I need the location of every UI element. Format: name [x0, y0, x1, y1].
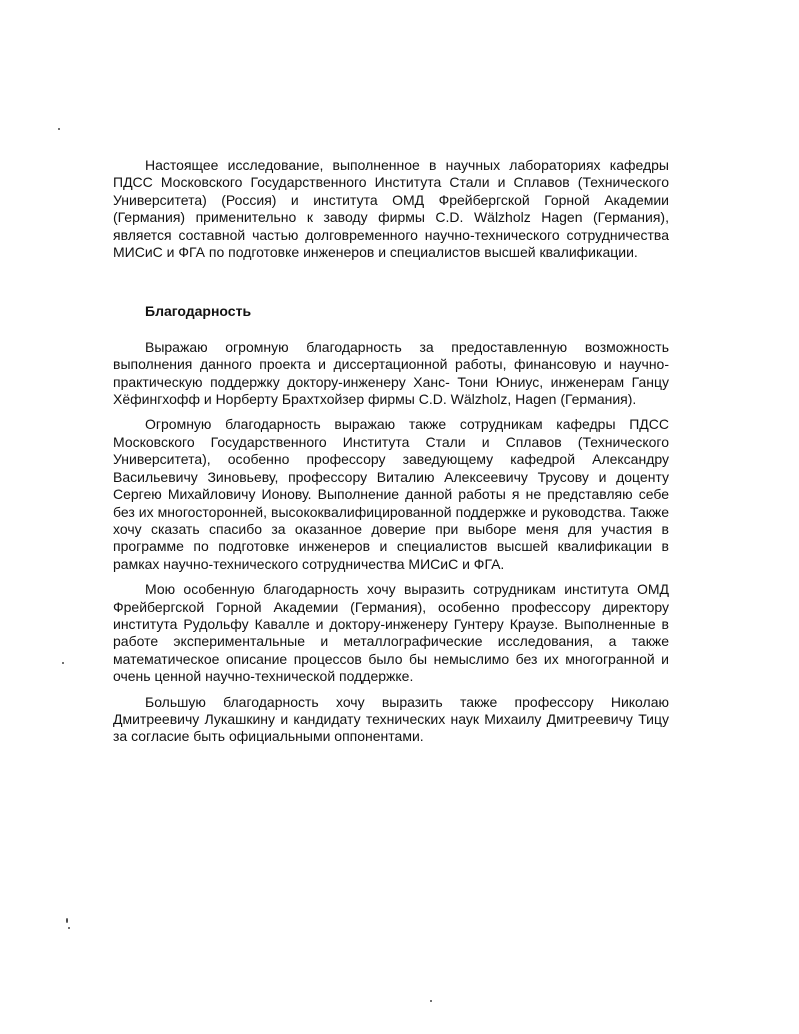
intro-paragraph: Настоящее исследование, выполненное в научных лабораториях кафедры ПДСС Московского Государственного Института Стали и Сплавов (Технического Университета) (Россия) и института ОМД Фрейбергской Горной Академии (Германия) применительно к заводу фирмы C.D. Wälzholz Hagen (Германия), является составной частью долговременного научно-технического сотрудничества МИСиС и ФГА по подготовке инженеров и специалистов высшей квалификации.	[113, 157, 669, 261]
acknowledgement-paragraph: Большую благодарность хочу выразить также профессору Николаю Дмитреевичу Лукашкину и кандидату технических наук Михаилу Дмитреевичу Тицу за согласие быть официальными оппонентами.	[113, 693, 669, 745]
document-body	[113, 157, 669, 746]
acknowledgement-paragraph: Выражаю огромную благодарность за предоставленную возможность выполнения данного проекта и диссертационной работы, финансовую и научно-практическую поддержку доктору-инженеру Ханс- Тони Юниус, инженерам Ганцу Хёфингхофф и Норберту Брахтхойзер фирмы C.D. Wälzholz, Hagen (Германия).	[113, 338, 669, 408]
acknowledgement-paragraph: Мою особенную благодарность хочу выразить сотрудникам института ОМД Фрейбергской Горной Академии (Германия), особенно профессору директору института Рудольфу Кавалле и доктору-инженеру Гунтеру Краузе. Выполненные в работе экспериментальные и металлографические исследования, а также математическое описание процессов было бы немыслимо без их многогранной и очень ценной научно-технической поддержке.	[113, 581, 669, 685]
section-heading: Благодарность	[145, 303, 252, 320]
acknowledgement-paragraph: Огромную благодарность выражаю также сотрудникам кафедры ПДСС Московского Государственного Института Стали и Сплавов (Технического Университета), особенно профессору заведующему кафедрой Александру Васильевичу Зиновьеву, профессору Виталию Алексеевичу Трусову и доценту Сергею Михайловичу Ионову. Выполнение данной работы я не представляю себе без их многосторонней, высококвалифицированной поддержке и руководства. Также хочу сказать спасибо за оказанное доверие при выборе меня для участия в программе по подготовке инженеров и специалистов высшей квалификации в рамках научно-технического сотрудничества МИСиС и ФГА.	[113, 416, 669, 572]
